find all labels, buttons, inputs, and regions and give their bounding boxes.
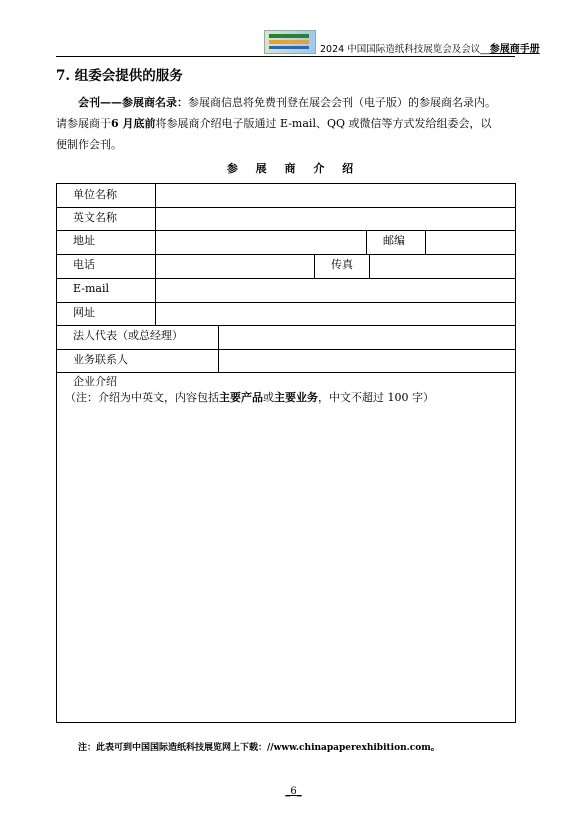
section-title: 7. 组委会提供的服务 (56, 68, 183, 84)
intro-note-bold: 主要业务 (274, 391, 318, 404)
company-name-field[interactable] (156, 184, 515, 207)
header-title: 2024 中国国际造纸科技展览会及会议__参展商手册 (320, 44, 540, 55)
paragraph-text: 参展商信息将免费刊登在展会会刊（电子版）的参展商名录内。 (188, 96, 496, 109)
deadline-text: 6 月底前 (111, 117, 156, 130)
legal-rep-field[interactable] (219, 325, 515, 349)
company-intro-field[interactable] (58, 410, 514, 721)
postcode-label: 邮编 (383, 234, 405, 247)
postcode-field[interactable] (426, 230, 515, 254)
form-row-legal-rep (57, 325, 515, 350)
paragraph-bold-lead: 会刊——参展商名录： (78, 96, 188, 109)
company-name-label: 单位名称 (73, 188, 117, 201)
form-title: 参 展 商 介 绍 (226, 162, 361, 175)
english-name-label: 英文名称 (73, 211, 117, 224)
legal-rep-label: 法人代表（或总经理） (73, 329, 183, 342)
download-note: 注：此表可到中国国际造纸科技展览网上下载：//www.chinapaperexhibition.com。 (78, 743, 440, 753)
paragraph-continued: 便制作会刊。 (56, 138, 122, 151)
phone-label: 电话 (73, 258, 95, 271)
paragraph-text: 请参展商于 (56, 117, 111, 130)
header-divider (56, 56, 515, 57)
phone-field[interactable] (156, 254, 314, 278)
form-row-website (57, 302, 515, 326)
fax-field[interactable] (370, 254, 515, 278)
page-number-value: 6 (290, 786, 297, 797)
paragraph-deadline (56, 113, 516, 134)
exhibition-logo (264, 30, 316, 54)
form-row-company-name (57, 184, 515, 208)
page-number: _6_ (285, 786, 302, 797)
address-field[interactable] (156, 230, 366, 254)
company-intro-label: 企业介绍 (73, 375, 117, 388)
exhibitor-form (56, 183, 516, 723)
form-row-phone (57, 254, 515, 279)
email-field[interactable] (156, 278, 515, 302)
paragraph-text: 将参展商介绍电子版通过 E-mail、QQ 或微信等方式发给组委会，以 (155, 117, 492, 130)
email-label: E-mail (73, 282, 109, 295)
english-name-field[interactable] (156, 207, 515, 230)
intro-note-text: ，中文不超过 100 字） (318, 391, 434, 404)
fax-label: 传真 (331, 258, 353, 271)
website-label: 网址 (73, 306, 95, 319)
website-field[interactable] (156, 302, 515, 325)
form-row-address (57, 230, 515, 255)
intro-note-text: 或 (263, 391, 274, 404)
form-row-email (57, 278, 515, 303)
header-title-prefix: 2024 中国国际造纸科技展览会及会议 (320, 44, 481, 55)
address-label: 地址 (73, 234, 95, 247)
form-row-english-name (57, 207, 515, 231)
intro-note-text: （注：介绍为中英文，内容包括 (65, 391, 219, 404)
company-intro-note (65, 390, 434, 406)
paragraph-directory (56, 92, 516, 113)
contact-label: 业务联系人 (73, 353, 128, 366)
company-intro-section (65, 374, 434, 406)
contact-field[interactable] (219, 349, 515, 372)
header-title-highlight: 参展商手册 (489, 44, 540, 55)
form-row-contact (57, 349, 515, 373)
intro-note-bold: 主要产品 (219, 391, 263, 404)
